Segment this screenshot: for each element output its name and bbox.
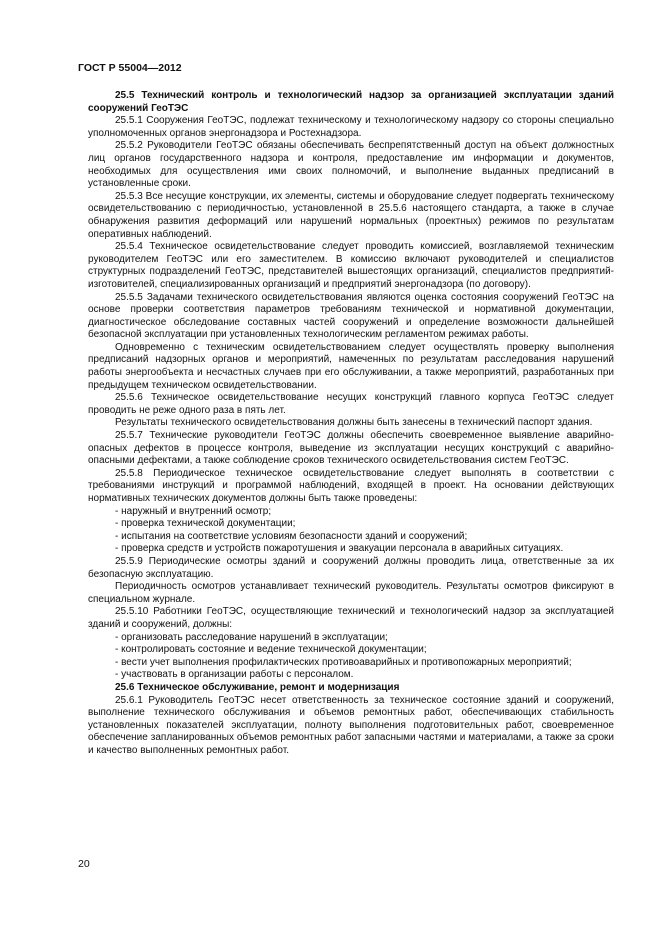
paragraph: 25.5.3 Все несущие конструкции, их элементы, системы и оборудование следует подвергать техническому освидетельствованию с периодичностью, установленной в 25.5.6 настоящего стандарта, а также в случае обнаружения развития деформаций или нарушений нормальных (проектных) режимов по результатам оперативных наблюдений.: [88, 190, 614, 240]
list-item: - организовать расследование нарушений в эксплуатации;: [115, 631, 388, 643]
list-item: - участвовать в организации работы с персоналом.: [115, 669, 354, 681]
paragraph: Результаты технического освидетельствования должны быть занесены в технический паспорт здания.: [115, 417, 593, 429]
list-item: - проверка технической документации;: [115, 518, 296, 530]
paragraph: 25.5.9 Периодические осмотры зданий и сооружений должны проводить лица, ответственные за их безопасную эксплуатацию.: [88, 555, 614, 580]
paragraph: Одновременно с техническим освидетельствованием следует осуществлять проверку выполнения предписаний надзорных органов и мероприятий, намеченных по результатам расследования нарушений работы энергообъекта и несчастных случаев при его обслуживании, а также мероприятий, разработанных при предыдущем техническом освидетельствовании.: [88, 341, 614, 391]
list-item: - контролировать состояние и ведение технической документации;: [115, 644, 427, 656]
section-heading-25-5: 25.5 Технический контроль и технологический надзор за организацией эксплуатации зданий сооружений ГеоТЭС: [88, 90, 614, 114]
document-body: [88, 90, 614, 757]
paragraph: 25.5.6 Техническое освидетельствование несущих конструкций главного корпуса ГеоТЭС следует проводить не реже одного раза в пять лет.: [88, 392, 614, 416]
paragraph: Периодичность осмотров устанавливает технический руководитель. Результаты осмотров фиксируют в специальном журнале.: [88, 581, 614, 605]
paragraph: 25.5.1 Сооружения ГеоТЭС, подлежат техническому и технологическому надзору со стороны специально уполномоченных органов энергонадзора и Ростехнадзора.: [88, 115, 614, 139]
list-item: - испытания на соответствие условиям безопасности зданий и сооружений;: [115, 530, 468, 542]
paragraph: 25.5.5 Задачами технического освидетельствования являются оценка состояния сооружений ГеоТЭС на основе проверки соответствия параметров требованиям технической и нормативной документации, диагностическое обследование составных частей сооружений и определение возможности дальнейшей безопасной эксплуатации при установленных технологическим регламентом режимах работы.: [88, 291, 614, 341]
list-item: - наружный и внутренний осмотр;: [115, 505, 272, 517]
paragraph: 25.5.8 Периодическое техническое освидетельствование следует выполнять в соответствии с требованиями инструкций и программой наблюдений, входящей в проект. На основании действующих нормативных технических документов должны быть также проведены:: [88, 467, 614, 504]
list-item: - вести учет выполнения профилактических противоаварийных и противопожарных мероприятий;: [115, 656, 572, 668]
paragraph: 25.6.1 Руководитель ГеоТЭС несет ответственность за техническое состояние зданий и сооружений, выполнение технического обслуживания и объемов ремонтных работ, обеспечивающих стабильность установленных показателей эксплуатации, полноту выполнения подготовительных работ, своевременное обеспечение запланированных объемов ремонтных работ запасными частями и материалами, а также за сроки и качество выполненных ремонтных работ.: [88, 694, 614, 756]
paragraph: 25.5.10 Работники ГеоТЭС, осуществляющие технический и технологический надзор за эксплуатацией зданий и сооружений, должны:: [88, 606, 614, 630]
paragraph: 25.5.7 Технические руководители ГеоТЭС должны обеспечить своевременное выявление аварийно-опасных дефектов в процессе контроля, выведение из эксплуатации несущих конструкций с аварийно-опасными дефектами, а также соблюдение сроков технического освидетельствования систем ГеоТЭС.: [88, 430, 614, 467]
document-header: ГОСТ Р 55004—2012: [78, 62, 182, 74]
list-item: - проверка средств и устройств пожаротушения и эвакуации персонала в аварийных ситуациях.: [115, 543, 564, 555]
paragraph: 25.5.4 Техническое освидетельствование следует проводить комиссией, возглавляемой техническим руководителем ГеоТЭС или его заместителем. В комиссию включают руководителей и специалистов структурных подразделений ГеоТЭС, представителей вышестоящих организаций, специалистов предприятий-изготовителей, специализированных организаций и предприятий энергонадзора (по договору).: [88, 241, 614, 290]
page-number: 20: [78, 858, 90, 870]
paragraph: 25.5.2 Руководители ГеоТЭС обязаны обеспечивать беспрепятственный доступ на объект должностных лиц органов государственного надзора и контроля, предоставление им информации и документов, необходимых для осуществления ими своих полномочий, и выполнение выданных предписаний в установленные сроки.: [88, 140, 614, 190]
section-heading-25-6: 25.6 Техническое обслуживание, ремонт и модернизация: [115, 681, 400, 693]
